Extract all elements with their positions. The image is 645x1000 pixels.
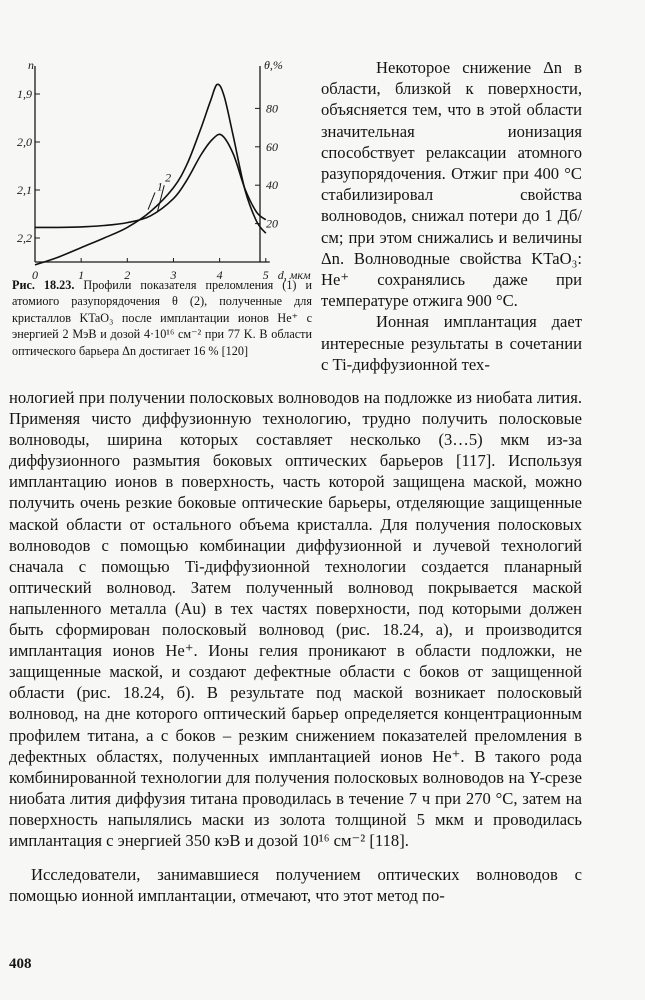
paragraph-2-continued: нологией при получении полосковых волноводов на подложке из ниобата лития. Применяя чисто диффузионную технологию, трудно получить полосковые волноводы, ширина которых составляет несколько (3…5) мкм из-за диффузионного размытия боковых оптических барьеров [117]. Используя имплантацию ионов в поверхность, часть которой защищена маской, можно получить очень резкие боковые оптические барьеры, отделяющие защищенные маской области от остального объема кристалла. Для получения полосковых волноводов с помощью комбинации диффузионной и лучевой технологий сначала с помощью Ti-диффузионной технологии создается планарный оптический волновод. Затем полученный волновод покрывается маской напыленного металла (Au) в тех частях поверхности, под которыми должен быть сформирован полосковый волновод (рис. 18.24, а), и производится имплантация ионов He⁺. Ионы гелия проникают в области подложки, не защищенные маской, и создают дефектные области с боков от защищенной области (рис. 18.24, б). В результате под маской возникает полосковый волновод, на дне которого оптический барьер определяется концентрационным профилем титана, а с боков – резким снижением показателей преломления в дефектных областях, полученных имплантацией ионов He⁺. В такого рода комбинированной технологии для получения полосковых волноводов на Y-срезе ниобата лития диффузия титана проводилась в течение 7 ч при 270 °C, затем на поверхность напылялись маски из золота толщиной 5 мкм и проводилась имплантация с энергией 350 кэВ и дозой 10¹⁶ см⁻² [118]. [9,388,582,850]
y-right-tick-label: 60 [266,139,278,154]
y-left-tick-label: 2,0 [17,135,32,149]
x-tick-label: 1 [78,268,85,282]
figure-18-23 [17,55,320,285]
series-1-label: 1 [156,179,163,194]
y-right-tick-label: 80 [266,101,278,116]
paragraph-2-start: Ионная имплантация дает интересные результаты в сочетании с Ti-диффузионной тех- [321,312,582,374]
y-left-tick-label: 2,2 [17,231,32,245]
paragraph-1: Некоторое снижение Δn в области, близкой к поверхности, объясняется тем, что в этой области значительная ионизация способствует релаксации атомного разупорядочения. Отжиг при 400 °C стабилизировал свойства волноводов, снижал потери до 1 Дб/см; при этом снижались и величины Δn. Волноводные свойства KTaO₃: He⁺ сохранялись даже при температуре отжига 900 °C. [321,58,582,311]
x-tick-label: 0 [32,268,38,282]
figure-caption [12,277,312,359]
refractive-index-chart [17,55,320,285]
y-right-tick-label: 40 [266,178,278,193]
y-left-tick-label: 2,1 [17,183,32,197]
full-width-text [9,387,582,906]
x-tick-label: 5 [262,268,269,282]
right-column-text [321,57,582,375]
caption-label: Рис. 18.23. [12,278,75,292]
x-tick-label: 2 [124,268,131,282]
series-1-refractive-index-line [35,84,266,265]
y-left-tick-label: 1,9 [17,87,32,101]
caption-text: Профили показателя преломления (1) и атомиого разупорядочения θ (2), полученные для кристаллов KTaO₃ после имплантации ионов He⁺ с энергией 2 МэВ и дозой 4·10¹⁶ см⁻² при 77 K. В области оптического барьера Δn достигает 16 % [120] [12,278,312,358]
x-tick-label: 4 [216,268,223,282]
series-2-label: 2 [165,170,172,185]
page-number: 408 [9,956,32,972]
series-1-leader [148,192,155,209]
y-left-label: n [28,58,34,72]
paragraph-3: Исследователи, занимавшиеся получением оптических волноводов с помощью ионной имплантации, отмечают, что этот метод по- [9,865,582,906]
y-right-tick-label: 20 [266,216,278,231]
y-right-label: θ,% [264,58,283,72]
chart-series [35,84,266,265]
series-2-disorder-line [35,134,266,227]
x-label: d, мкм [277,268,311,282]
x-tick-label: 3 [170,268,177,282]
chart-ticks [17,87,278,282]
